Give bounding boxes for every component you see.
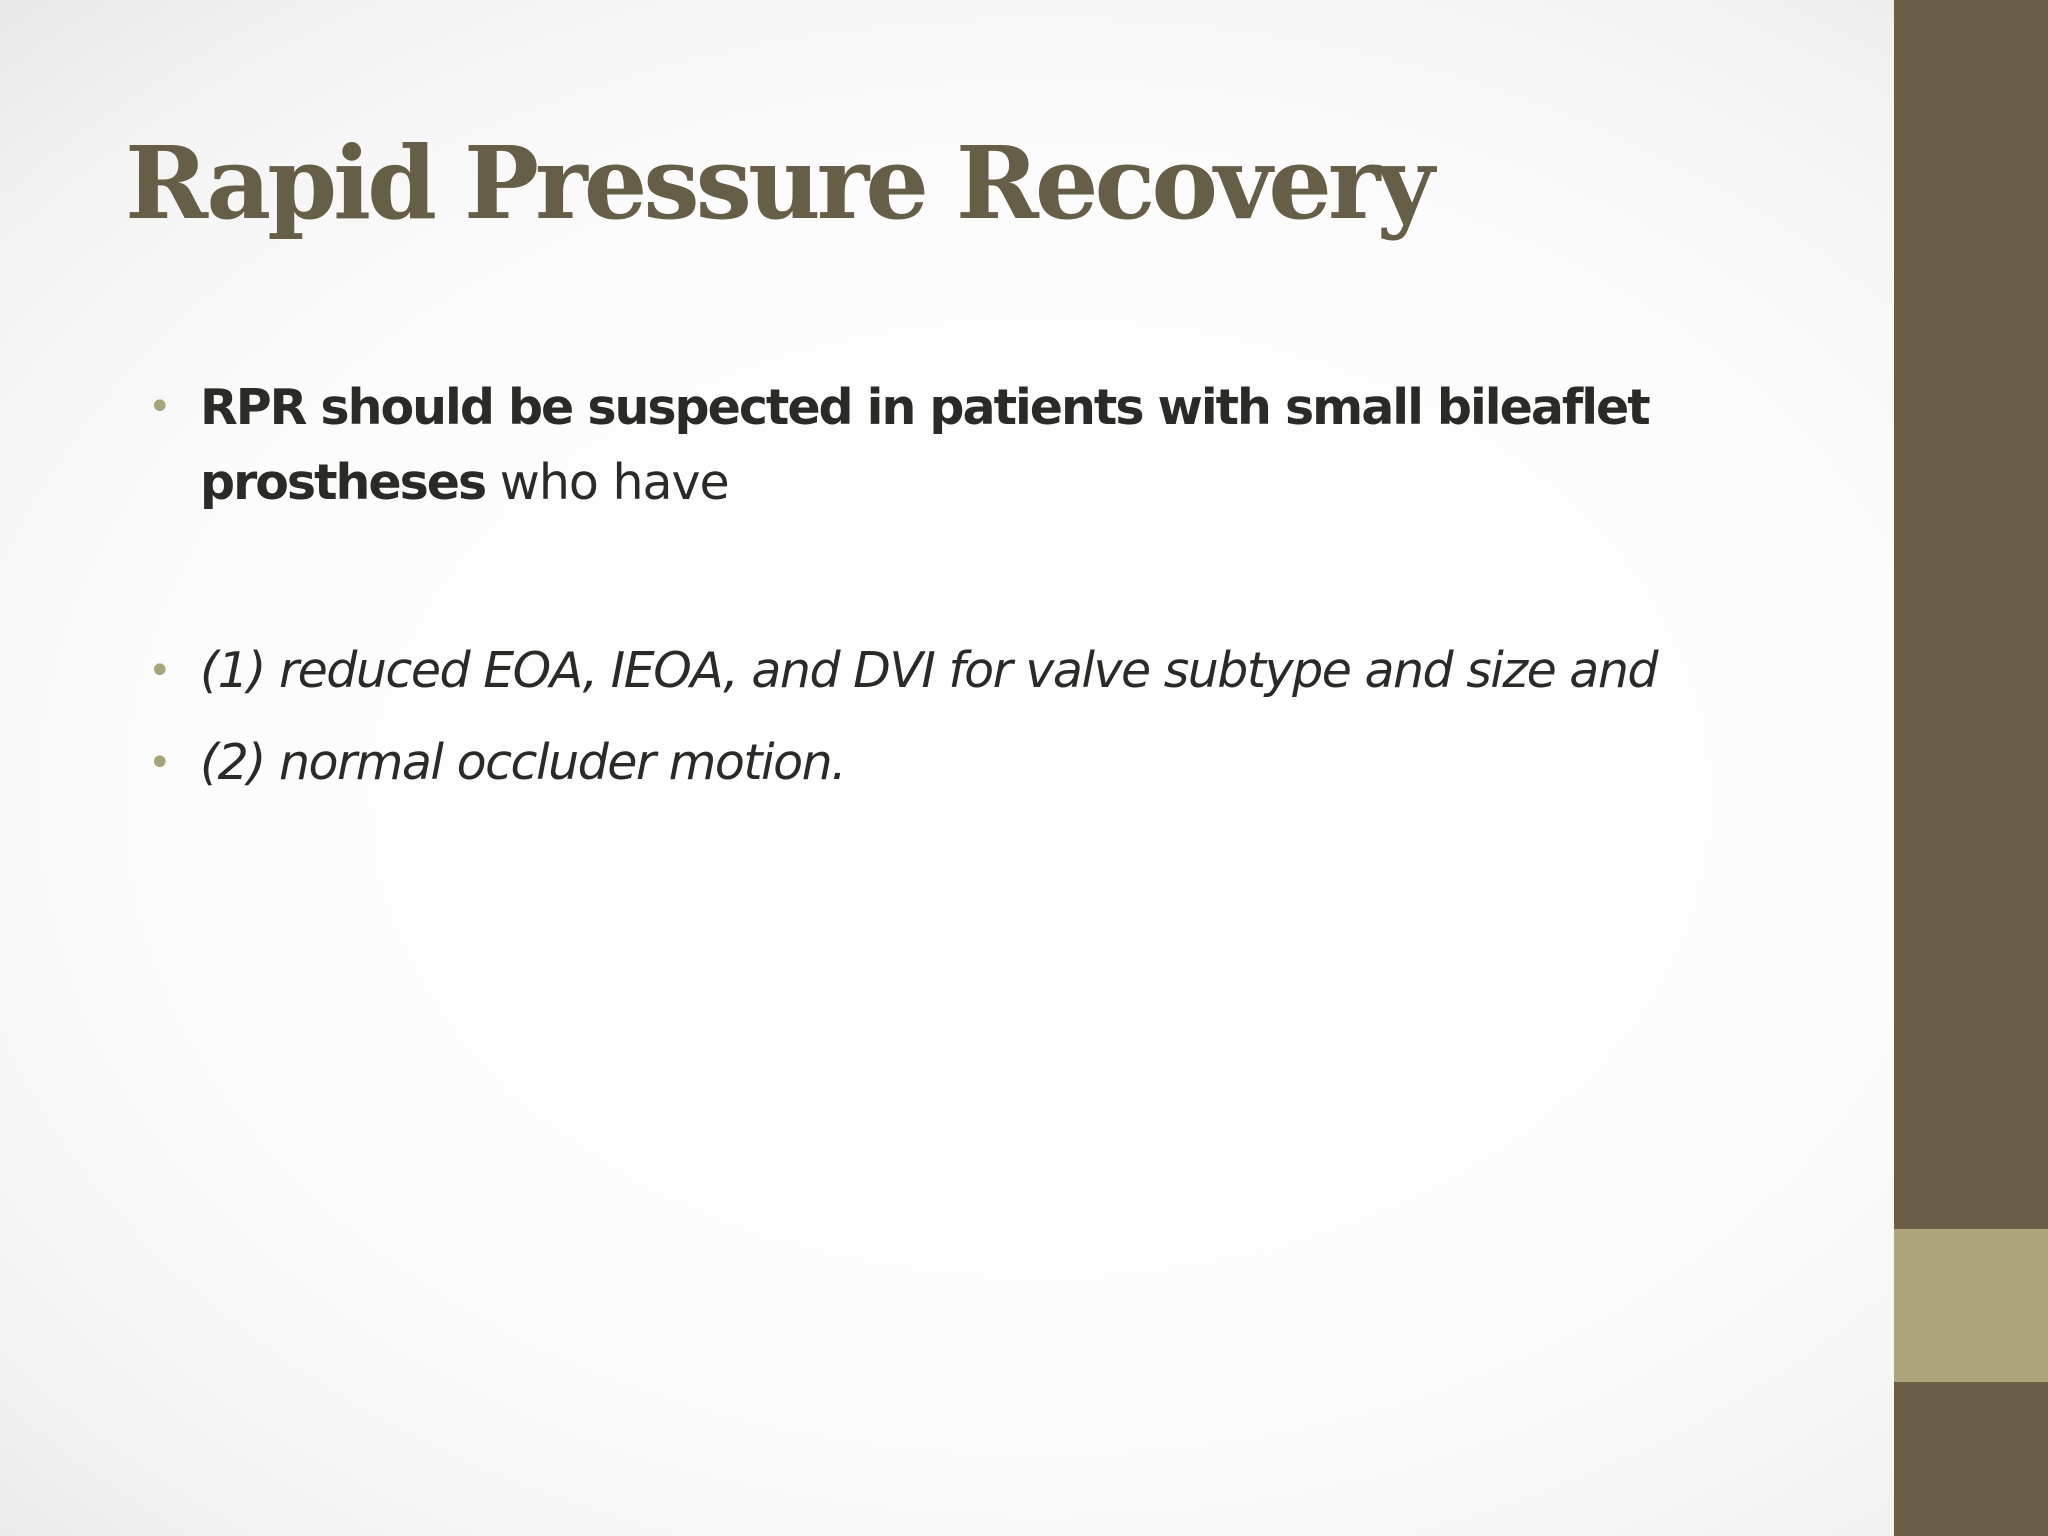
bullet-text: (2) normal occluder motion. [200,734,846,791]
bullet-item [148,370,1848,520]
bullet-dot-icon: • [148,384,171,430]
bullet-item [148,625,1848,717]
bullet-dot-icon: • [148,740,171,786]
bullet-text: who have [485,454,729,511]
side-bar [1894,0,2048,1536]
bullet-item [148,717,1848,809]
bullet-dot-icon: • [148,648,171,694]
bullet-text: (1) reduced EOA, IEOA, and DVI for valve subtype and size and [200,642,1657,699]
bullet-list [148,370,1848,809]
slide-title: Rapid Pressure Recovery [125,124,1431,242]
side-accent-block [1894,1229,2048,1382]
bullet-bold-text: RPR should be suspected in patients with small bileaflet prostheses [200,379,1649,511]
